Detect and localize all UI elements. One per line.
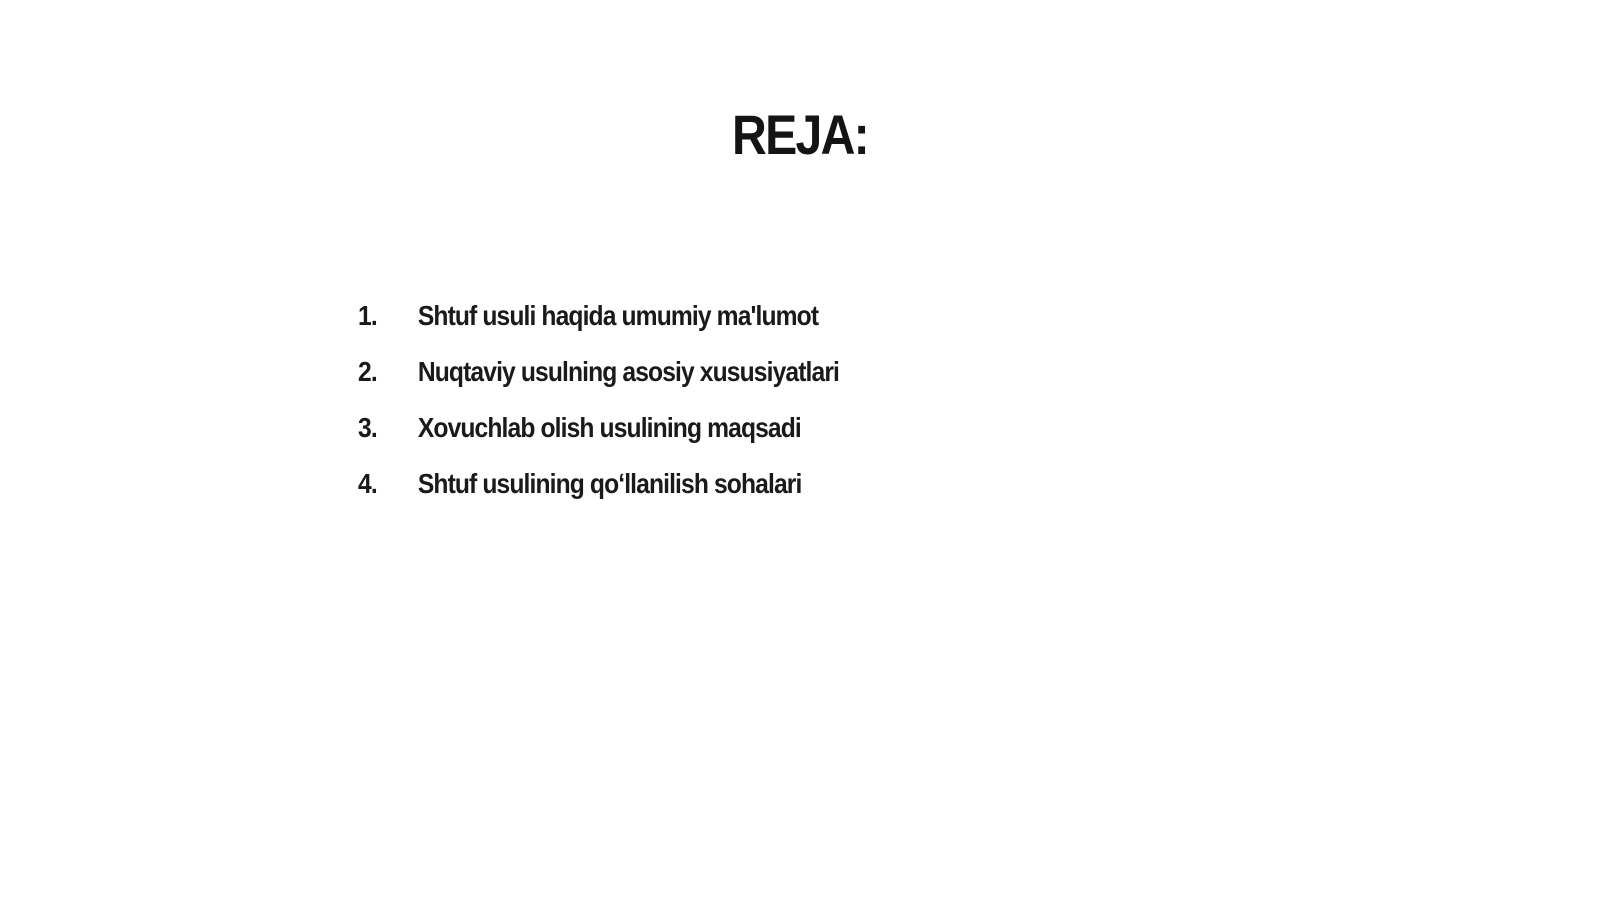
list-item <box>358 400 839 456</box>
list-item <box>358 288 839 344</box>
list-item-text: Shtuf usuli haqida umumiy ma'lumot <box>417 300 819 331</box>
list-item-number: 1. <box>358 300 377 331</box>
list-item-text: Shtuf usulining qoʻllanilish sohalari <box>417 468 802 499</box>
plan-list <box>358 288 905 512</box>
list-item-number: 4. <box>358 468 377 499</box>
slide-title: REJA: <box>732 103 868 166</box>
list-item-text: Xovuchlab olish usulining maqsadi <box>417 412 801 443</box>
list-item <box>358 344 839 400</box>
list-item-number: 2. <box>358 356 377 387</box>
list-item-number: 3. <box>358 412 377 443</box>
list-item-text: Nuqtaviy usulning asosiy xususiyatlari <box>417 356 840 387</box>
list-item <box>358 456 839 512</box>
